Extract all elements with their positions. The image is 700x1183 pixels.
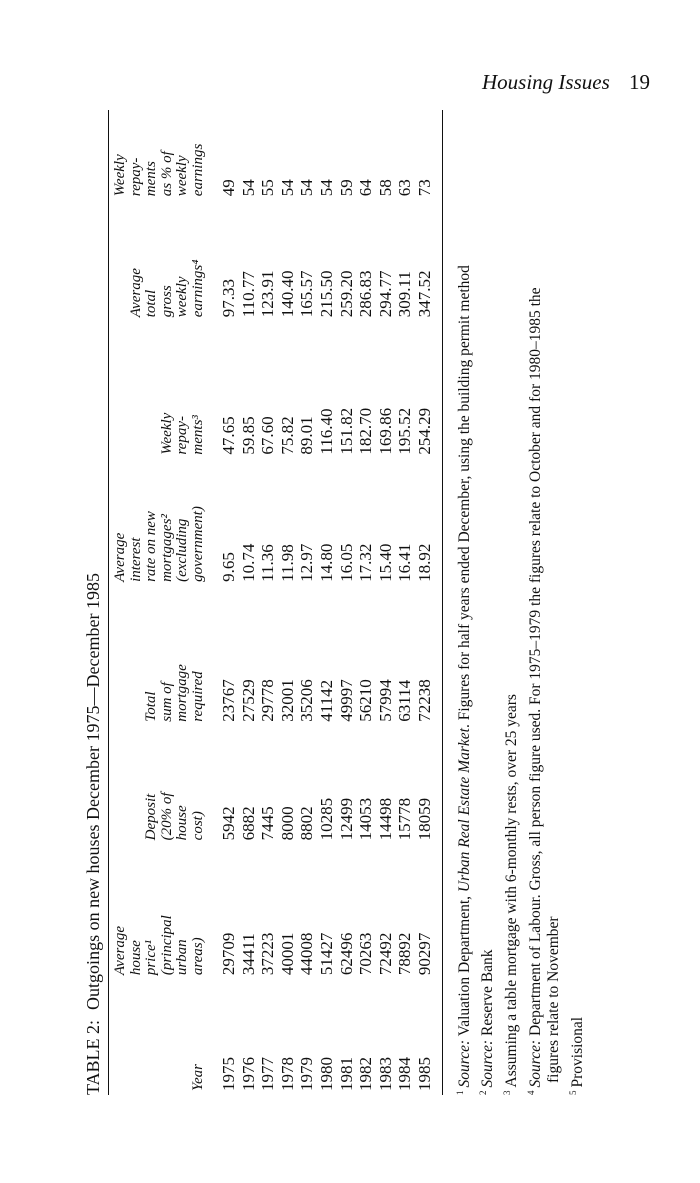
cell-earnings: 215.50: [316, 270, 336, 318]
cell-year: 1983: [375, 1057, 395, 1091]
cell-price: 34411: [238, 933, 258, 976]
cell-earnings: 286.83: [356, 270, 376, 318]
cell-earnings: 294.77: [375, 270, 395, 318]
cell-earnings: 259.20: [336, 270, 356, 318]
table-body: [213, 110, 442, 1095]
column-header-line: ments³: [189, 415, 206, 455]
cell-earnings: 97.33: [219, 279, 238, 318]
column-header-line: areas): [189, 937, 206, 976]
cell-year: 1977: [258, 1057, 278, 1091]
column-header-line: government): [189, 506, 206, 582]
cell-rate: 16.05: [336, 543, 356, 582]
cell-price: 90297: [414, 932, 434, 976]
cell-deposit: 6882: [238, 806, 258, 841]
cell-deposit: 15778: [395, 797, 415, 841]
cell-pct: 54: [297, 179, 317, 197]
column-header-line: weekly: [174, 155, 190, 197]
cell-deposit: 8802: [297, 806, 317, 841]
column-header-line: price¹: [143, 939, 159, 976]
cell-rate: 11.36: [258, 544, 278, 582]
cell-total: 49997: [336, 679, 356, 722]
cell-rate: 16.41: [395, 543, 415, 582]
bottom-rule: [442, 110, 443, 1095]
cell-deposit: 14498: [375, 797, 395, 841]
column-header-line: house: [127, 940, 144, 976]
footnote: [451, 110, 475, 1095]
cell-total: 57994: [375, 679, 395, 722]
column-header-repay: [109, 317, 213, 454]
cell-price: 44008: [297, 932, 317, 976]
cell-earnings: 140.40: [277, 270, 297, 318]
cell-total: 35206: [297, 679, 317, 722]
cell-earnings: 309.11: [395, 271, 415, 318]
cell-repay: 116.40: [316, 408, 336, 455]
table-row: [317, 110, 337, 1095]
cell-year: 1978: [277, 1057, 297, 1091]
data-table: [109, 110, 442, 1095]
table-row: [376, 110, 396, 1095]
column-header-line: Average: [127, 268, 144, 318]
table-row: [356, 110, 376, 1095]
cell-repay: 67.60: [258, 416, 278, 455]
footnotes: [451, 110, 588, 1095]
column-header-rate: [109, 455, 213, 582]
footnote-mark: 2: [478, 1090, 489, 1095]
cell-deposit: 10285: [316, 797, 336, 841]
cell-total: 27529: [238, 679, 258, 722]
cell-deposit: 12499: [336, 797, 356, 841]
cell-price: 40001: [277, 932, 297, 976]
footnote-mark: 5: [567, 1090, 578, 1095]
footnote-mark: 3: [501, 1090, 512, 1095]
cell-rate: 11.98: [277, 544, 297, 582]
cell-total: 32001: [277, 679, 297, 722]
cell-pct: 64: [356, 179, 376, 197]
footnote-text: Reserve Bank: [479, 949, 497, 1040]
footnote-emphasis: Urban Real Estate Market: [455, 728, 473, 893]
column-header-line: earnings⁴: [189, 259, 206, 318]
table-row: [258, 110, 278, 1095]
table-row: [239, 110, 259, 1095]
table-row: [395, 110, 415, 1095]
cell-total: 63114: [395, 679, 415, 722]
column-header-deposit: [109, 722, 213, 841]
column-header-line: repay-: [127, 157, 144, 197]
column-header-line: ments: [143, 161, 159, 197]
cell-rate: 14.80: [316, 543, 336, 582]
cell-deposit: 18059: [414, 797, 434, 841]
footnote-mark: 1: [454, 1090, 465, 1095]
cell-year: 1979: [297, 1057, 317, 1091]
footnote-source-label: Source:: [479, 1039, 497, 1088]
cell-earnings: 123.91: [258, 270, 278, 318]
column-header-pct: [109, 110, 213, 196]
cell-year: 1976: [238, 1057, 258, 1091]
column-header-line: Average: [112, 532, 128, 582]
footnote-text: . Figures for half years ended December, using the building permit method: [455, 265, 473, 729]
column-header-price: [109, 840, 213, 975]
column-header-line: Deposit: [143, 793, 159, 841]
running-title: Housing Issues: [481, 70, 610, 94]
column-header-earnings: [109, 196, 213, 317]
header-row: [109, 110, 213, 1095]
cell-pct: 58: [375, 179, 395, 197]
column-header-line: weekly: [174, 276, 190, 318]
cell-total: 29778: [258, 679, 278, 722]
cell-repay: 169.86: [375, 407, 395, 455]
column-header-line: total: [143, 289, 159, 318]
cell-year: 1985: [414, 1057, 434, 1091]
cell-pct: 55: [258, 179, 278, 197]
footnote: [498, 110, 522, 1095]
page-number: 19: [629, 70, 650, 94]
cell-repay: 89.01: [297, 416, 317, 455]
cell-price: 70263: [356, 932, 376, 976]
column-header-line: gross: [158, 285, 175, 318]
cell-pct: 54: [316, 179, 336, 197]
footnote: [564, 110, 588, 1095]
column-header-line: Weekly: [112, 154, 128, 197]
cell-price: 78892: [395, 932, 415, 976]
cell-year: 1980: [316, 1057, 336, 1091]
column-header-line: interest: [127, 537, 144, 582]
column-header-line: as % of: [158, 151, 175, 197]
cell-price: 72492: [375, 932, 395, 976]
footnote-text: Provisional: [568, 1016, 586, 1088]
column-header-line: Average: [112, 926, 128, 976]
footnote-text: Department of Labour. Gross, all person figure used. For 1975–1979 the figures relate to October and for 1980–1985 the: [526, 287, 544, 1040]
cell-year: 1981: [336, 1057, 356, 1091]
column-header-line: earnings: [189, 143, 206, 197]
column-header-line: sum of: [158, 682, 175, 722]
table-row: [297, 110, 317, 1095]
footnote-text: Valuation Department,: [455, 892, 473, 1040]
column-header-total: [109, 582, 213, 722]
cell-year: 1982: [356, 1057, 376, 1091]
cell-rate: 9.65: [219, 552, 238, 582]
table-title: Outgoings on new houses December 1975—December 1985: [83, 573, 103, 1010]
table-row: [415, 110, 442, 1095]
column-header-line: (excluding: [174, 518, 190, 582]
cell-pct: 63: [395, 179, 415, 197]
cell-pct: 54: [277, 179, 297, 197]
cell-pct: 54: [238, 179, 258, 197]
column-header-line: (20% of: [158, 792, 175, 841]
column-header-line: (principal: [158, 915, 175, 976]
footnote: [522, 110, 546, 1095]
running-header: [482, 70, 650, 95]
footnote-continuation: figures relate to November: [545, 916, 563, 1083]
column-header-line: mortgages²: [158, 514, 175, 582]
table-row: [337, 110, 357, 1095]
column-header-line: Weekly: [158, 412, 175, 455]
footnote-text: Assuming a table mortgage with 6-monthly rests, over 25 years: [503, 694, 520, 1088]
cell-total: 41142: [316, 679, 336, 722]
cell-price: 62496: [336, 932, 356, 976]
column-header-line: required: [189, 671, 206, 722]
rotated-table-block: [82, 110, 652, 1095]
cell-deposit: 5942: [219, 806, 238, 841]
cell-rate: 17.32: [356, 543, 376, 582]
table-row: [213, 110, 239, 1095]
footnote-source-label: Source:: [455, 1039, 473, 1088]
table-caption: [82, 110, 108, 1095]
cell-year: 1984: [395, 1057, 415, 1091]
cell-rate: 12.97: [297, 543, 317, 582]
cell-price: 29709: [219, 932, 238, 976]
cell-pct: 73: [414, 179, 434, 197]
cell-earnings: 165.57: [297, 270, 317, 318]
cell-rate: 10.74: [238, 543, 258, 582]
cell-price: 37223: [258, 932, 278, 976]
column-header-line: urban: [174, 939, 190, 976]
table-label: TABLE 2:: [83, 1019, 103, 1095]
cell-rate: 18.92: [414, 543, 434, 582]
cell-earnings: 110.77: [238, 271, 258, 318]
cell-repay: 254.29: [414, 407, 434, 455]
cell-repay: 151.82: [336, 407, 356, 455]
cell-total: 72238: [414, 679, 434, 722]
table-row: [278, 110, 298, 1095]
cell-earnings: 347.52: [414, 270, 434, 318]
column-header-line: Total: [143, 691, 159, 722]
cell-repay: 195.52: [395, 407, 415, 455]
footnote-mark: 4: [525, 1090, 536, 1095]
cell-rate: 15.40: [375, 543, 395, 582]
column-header-line: Year: [189, 1064, 206, 1091]
column-header-line: repay-: [174, 416, 190, 455]
cell-repay: 47.65: [219, 416, 238, 455]
column-header-line: cost): [189, 811, 206, 841]
cell-repay: 75.82: [277, 416, 297, 455]
cell-deposit: 7445: [258, 806, 278, 841]
cell-pct: 59: [336, 179, 356, 197]
cell-deposit: 14053: [356, 797, 376, 841]
footnote-source-label: Source:: [526, 1039, 544, 1088]
cell-year: 1975: [219, 1057, 238, 1091]
footnote: [474, 110, 498, 1095]
cell-deposit: 8000: [277, 806, 297, 841]
cell-repay: 59.85: [238, 416, 258, 455]
cell-total: 56210: [356, 679, 376, 722]
cell-price: 51427: [316, 932, 336, 976]
cell-repay: 182.70: [356, 407, 376, 455]
cell-pct: 49: [219, 179, 238, 197]
column-header-year: [109, 975, 213, 1095]
column-header-line: rate on new: [143, 511, 159, 582]
cell-total: 23767: [219, 679, 238, 722]
column-header-line: house: [174, 805, 190, 841]
column-header-line: mortgage: [174, 664, 190, 722]
